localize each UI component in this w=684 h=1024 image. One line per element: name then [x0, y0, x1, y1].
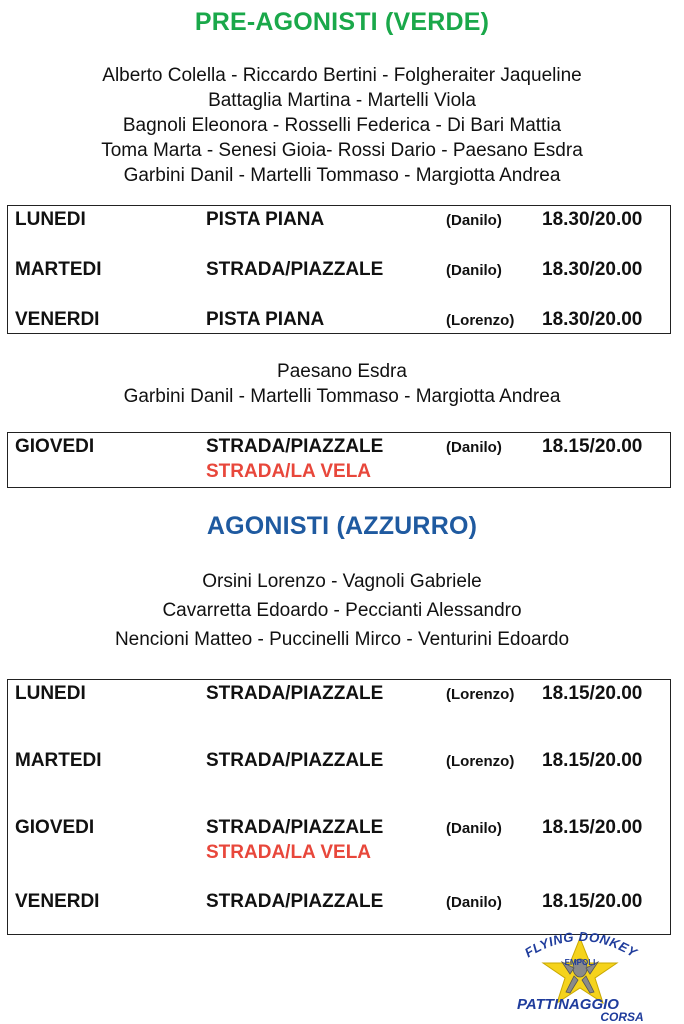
schedule-day: MARTEDI	[15, 259, 102, 280]
schedule-place: PISTA PIANA	[206, 309, 325, 330]
pre-agonisti-names	[0, 63, 684, 188]
schedule-time: 18.15/20.00	[542, 750, 643, 771]
logo-top-text: FLYING DONKEY	[521, 928, 640, 961]
schedule-row	[8, 309, 670, 335]
schedule-time: 18.15/20.00	[542, 683, 643, 704]
schedule-row	[8, 817, 670, 843]
schedule-alt-place: STRADA/LA VELA	[206, 461, 372, 482]
schedule-place: STRADA/PIAZZALE	[206, 683, 384, 704]
pre-agonisti-thursday-table	[7, 432, 671, 488]
schedule-time: 18.30/20.00	[542, 209, 643, 230]
schedule-coach: (Danilo)	[446, 894, 502, 911]
schedule-day: VENERDI	[15, 891, 100, 912]
agonisti-schedule-table	[7, 679, 671, 935]
names-line: Garbini Danil - Martelli Tommaso - Margiotta Andrea	[123, 165, 561, 186]
schedule-day: MARTEDI	[15, 750, 102, 771]
schedule-day: LUNEDI	[15, 209, 86, 230]
schedule-place: PISTA PIANA	[206, 209, 325, 230]
schedule-place: STRADA/PIAZZALE	[206, 817, 384, 838]
schedule-coach: (Lorenzo)	[446, 312, 515, 329]
schedule-row	[8, 683, 670, 709]
schedule-day: GIOVEDI	[15, 817, 95, 838]
schedule-coach: (Danilo)	[446, 212, 502, 229]
logo-bottom-text-2: CORSA	[600, 1010, 644, 1022]
schedule-row	[8, 891, 670, 917]
names-line: Battaglia Martina - Martelli Viola	[208, 90, 476, 111]
names-line: Orsini Lorenzo - Vagnoli Gabriele	[202, 571, 482, 592]
names-line: Nencioni Matteo - Puccinelli Mirco - Venturini Edoardo	[114, 629, 570, 650]
pre-agonisti-schedule-table	[7, 205, 671, 334]
schedule-day: GIOVEDI	[15, 436, 95, 457]
schedule-place: STRADA/PIAZZALE	[206, 891, 384, 912]
schedule-day: VENERDI	[15, 309, 100, 330]
schedule-coach: (Danilo)	[446, 262, 502, 279]
schedule-row	[8, 259, 670, 285]
schedule-coach: (Lorenzo)	[446, 753, 515, 770]
pre-agonisti-names-2	[0, 359, 684, 409]
pre-agonisti-title: PRE-AGONISTI (VERDE)	[194, 8, 490, 36]
schedule-row	[8, 436, 670, 462]
agonisti-names	[0, 567, 684, 654]
names-line: Paesano Esdra	[277, 361, 407, 382]
schedule-row	[8, 209, 670, 235]
schedule-row	[8, 750, 670, 776]
logo-city: EMPOLI	[564, 958, 596, 967]
schedule-time: 18.15/20.00	[542, 817, 643, 838]
schedule-time: 18.15/20.00	[542, 436, 643, 457]
schedule-place: STRADA/PIAZZALE	[206, 436, 384, 457]
names-line: Cavarretta Edoardo - Peccianti Alessandro	[162, 600, 522, 621]
agonisti-title: AGONISTI (AZZURRO)	[206, 512, 478, 540]
schedule-coach: (Danilo)	[446, 820, 502, 837]
names-line: Toma Marta - Senesi Gioia- Rossi Dario - Paesano Esdra	[101, 140, 583, 161]
schedule-time: 18.15/20.00	[542, 891, 643, 912]
schedule-time: 18.30/20.00	[542, 309, 643, 330]
schedule-day: LUNEDI	[15, 683, 86, 704]
schedule-place: STRADA/PIAZZALE	[206, 259, 384, 280]
names-line: Bagnoli Eleonora - Rosselli Federica - Di Bari Mattia	[122, 115, 562, 136]
schedule-coach: (Lorenzo)	[446, 686, 515, 703]
schedule-alt-place: STRADA/LA VELA	[206, 842, 372, 863]
names-line: Alberto Colella - Riccardo Bertini - Folgheraiter Jaqueline	[102, 65, 582, 86]
schedule-coach: (Danilo)	[446, 439, 502, 456]
logo-bottom-text-1: PATTINAGGIO	[517, 996, 619, 1013]
flying-donkey-logo	[500, 918, 660, 1022]
names-line: Garbini Danil - Martelli Tommaso - Margiotta Andrea	[123, 386, 561, 407]
schedule-time: 18.30/20.00	[542, 259, 643, 280]
schedule-place: STRADA/PIAZZALE	[206, 750, 384, 771]
